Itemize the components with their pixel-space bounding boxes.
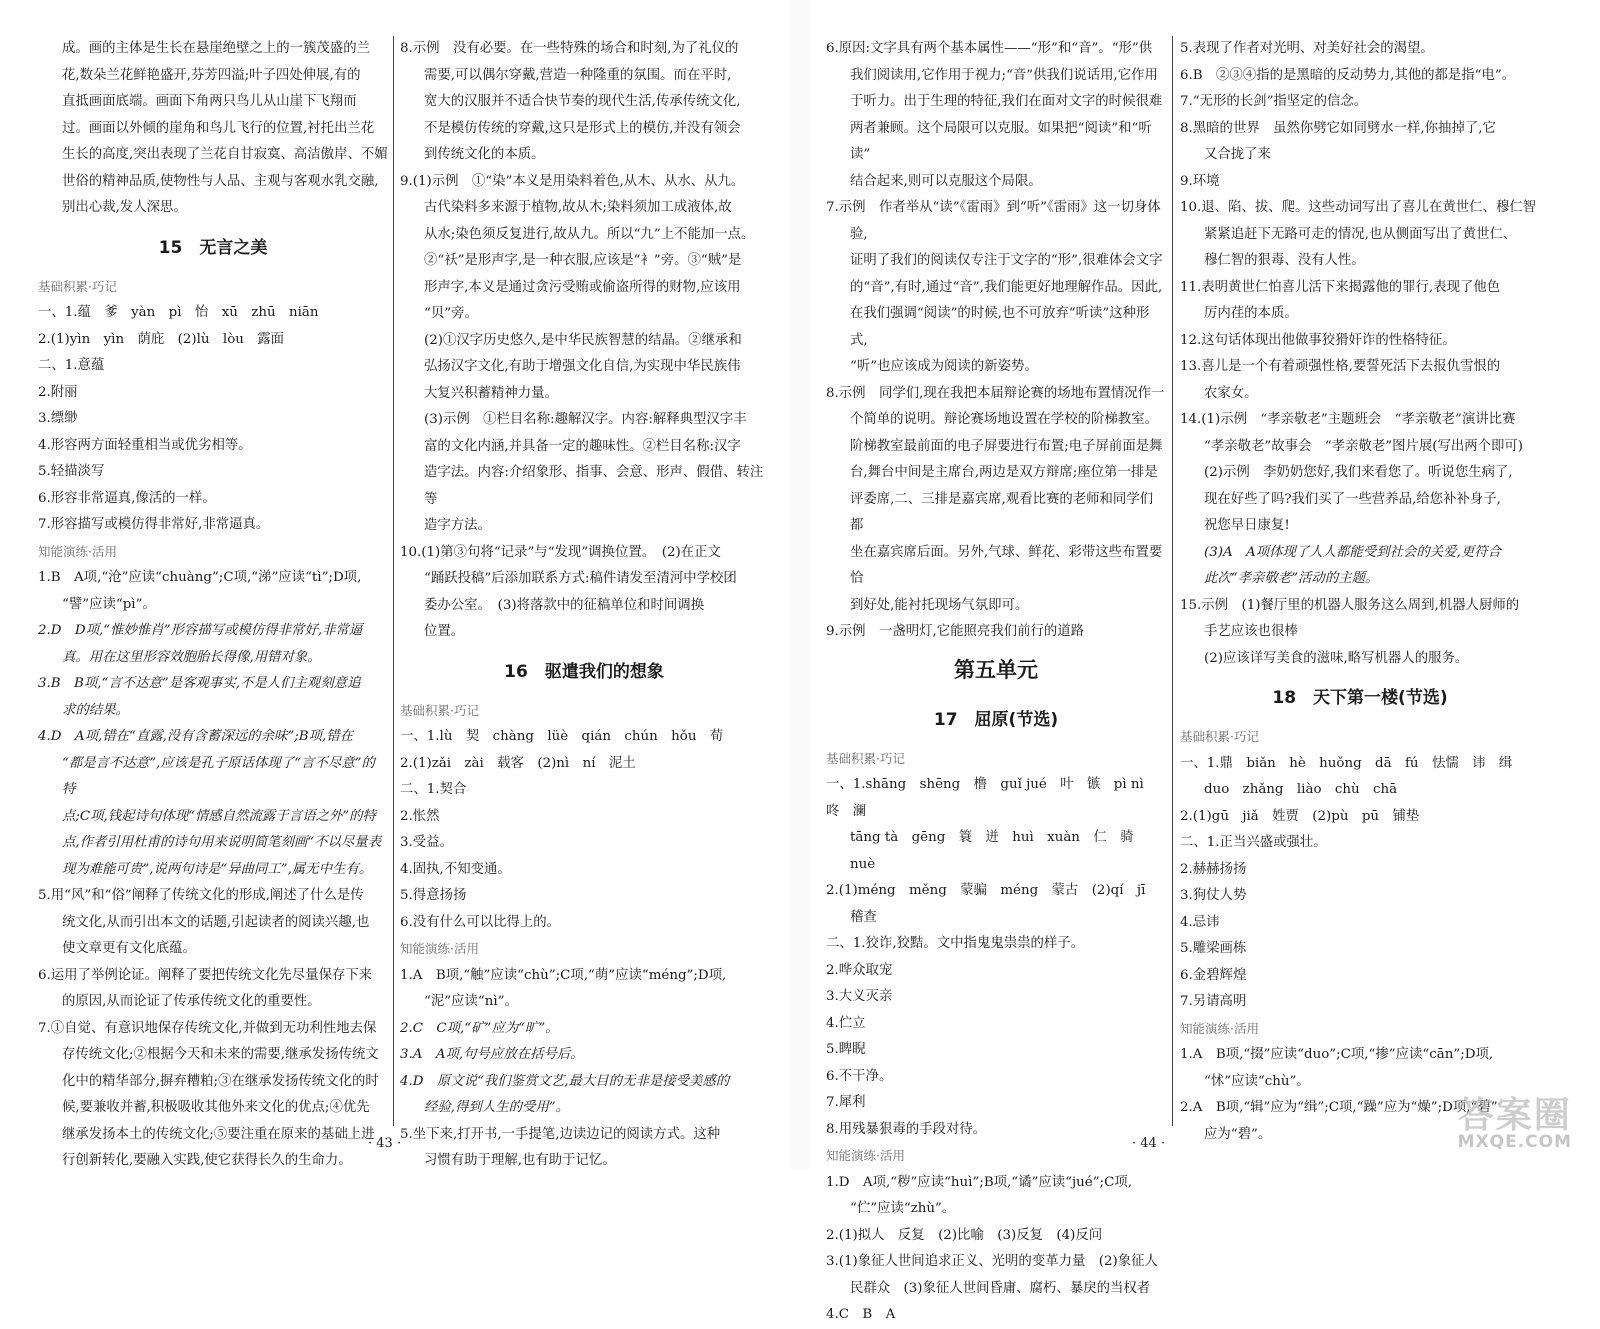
text-line: “踊跃投稿”后添加联系方式:稿件请发至清河中学校团 — [424, 571, 737, 586]
text-line: “孝亲敬老”故事会 “孝亲敬老”图片展(写出两个即可) — [1204, 438, 1524, 454]
text-line: 3.(1)象征人世间追求正义、光明的变革力量 (2)象征人 — [826, 1254, 1158, 1269]
text-line: 真。用在这里形容效胞胎长得像,用错对象。 — [62, 649, 321, 665]
text-line: 形声字,本义是通过贪污受贿或偷盗所得的财物,应该用 — [424, 279, 741, 295]
text-line: 阶梯教室最前面的电子屏要进行布置;电子屏前面是舞 — [850, 438, 1163, 454]
text-line: 于听力。出于生理的特征,我们在面对文字的时候很难 — [850, 94, 1163, 109]
text-line: 7.“无形的长剑”指坚定的信念。 — [1180, 94, 1368, 109]
text-line: 6.原因:文字具有两个基本属性——“形”和“音”。“形”供 — [826, 41, 1153, 56]
text-line: 2.C C项,“矿”应为“旷”。 — [400, 1020, 559, 1036]
text-line: 到传统文化的本质。 — [424, 147, 545, 162]
text-line: 9.示例 一盏明灯,它能照亮我们前行的道路 — [826, 624, 1085, 639]
text-line: 7.形容描写或模仿得非常好,非常逼真。 — [38, 517, 270, 532]
text-line: “怵”应读“chù”。 — [1204, 1073, 1310, 1089]
lesson-title: 16 驱遣我们的想象 — [504, 661, 664, 682]
text-line: 需要,可以偶尔穿戴,营造一种隆重的氛围。而在平时, — [424, 67, 732, 83]
text-line: 造字法。内容:介绍象形、指事、会意、形声、假借、转注等 — [424, 465, 764, 507]
text-line: 在我们强调“阅读”的时候,也不可放弃“听读”这种形式, — [850, 306, 1150, 348]
text-line: 祝您早日康复! — [1204, 518, 1290, 533]
text-line: 世俗的精神品质,使物性与人品、主观与客观水乳交融, — [62, 173, 379, 189]
text-line: 存传统文化;②根据今天和未来的需要,继承发扬传统文 — [62, 1047, 379, 1062]
text-line: 农家女。 — [1204, 385, 1258, 401]
text-line: 4.固执,不知变通。 — [400, 861, 511, 877]
text-line: (2)示例 李奶奶您好,我们来看您了。听说您生病了, — [1204, 465, 1513, 480]
text-line: 化中的精华部分,摒弃糟粕;③在继承发扬传统文化的时 — [62, 1073, 379, 1089]
text-line: 的原因,从而论证了传承传统文化的重要性。 — [62, 994, 321, 1009]
right-page-column-2 — [1180, 36, 1540, 1148]
text-line: 2.(1)zǎi zài 载客 (2)nì ní 泥土 — [400, 755, 636, 771]
text-line: 弘扬汉字文化,有助于增强文化自信,为实现中华民族伟 — [424, 359, 741, 374]
left-page-column-2 — [400, 36, 768, 1175]
text-line: 求的结果。 — [62, 702, 129, 718]
text-line: 5.轻描淡写 — [38, 464, 105, 479]
text-line: 5.睥睨 — [826, 1042, 866, 1057]
text-line: 宽大的汉服并不适合快节奏的现代生活,传承传统文化, — [424, 94, 741, 109]
text-line: 现在好些了吗?我们买了一些营养品,给您补补身子, — [1204, 491, 1501, 507]
text-line: “都是言不达意”,应该是孔子原话体现了“言不尽意”的特 — [62, 755, 375, 797]
text-line: 评委席,二、三排是嘉宾席,观看比赛的老师和同学们都 — [850, 491, 1154, 533]
text-line: 5.用“风”和“俗”阐释了传统文化的形成,阐述了什么是传 — [38, 888, 364, 903]
section-heading: 知能演练·活用 — [400, 941, 479, 956]
text-line: 6.B ②③④指的是黑暗的反动势力,其他的都是指“电”。 — [1180, 67, 1516, 83]
text-line: 一、1.鼎 biǎn hè huǒng dā fú 怯懦 讳 缉 — [1180, 755, 1513, 771]
text-line: “譬”应读“pì”。 — [62, 596, 156, 612]
text-line: 12.这句话体现出他做事狡猾奸诈的性格特征。 — [1180, 332, 1456, 348]
text-line: 习惯有助于理解,也有助于记忆。 — [424, 1153, 616, 1168]
lesson-title: 15 无言之美 — [158, 237, 268, 258]
text-line: 大复兴积蓄精神力量。 — [424, 385, 558, 401]
text-line: 7.①自觉、有意识地保存传统文化,并做到无功利性地去保 — [38, 1020, 377, 1036]
text-line: (2)应该详写美食的滋味,略写机器人的服务。 — [1204, 650, 1469, 666]
text-line: 3.受益。 — [400, 835, 453, 850]
text-line: 15.示例 (1)餐厅里的机器人服务这么周到,机器人厨师的 — [1180, 597, 1520, 613]
text-line: 生长的高度,突出表现了兰花自甘寂寞、高洁傲岸、不媚 — [62, 147, 388, 162]
section-heading: 知能演练·活用 — [826, 1148, 905, 1163]
text-line: 过。画面以外倾的崖角和鸟儿飞行的位置,衬托出兰花 — [62, 120, 375, 136]
text-line: “贝”旁。 — [424, 306, 478, 321]
text-line: 统文化,从而引出本文的话题,引起读者的阅读兴趣,也 — [62, 914, 370, 930]
text-line: 4.忌讳 — [1180, 914, 1220, 930]
text-line: 继承发扬本土的传统文化;⑤要注重在原来的基础上进 — [62, 1126, 375, 1142]
text-line: 14.(1)示例 “孝亲敬老”主题班会 “孝亲敬老”演讲比赛 — [1180, 412, 1516, 427]
text-line: 1.A B项,“掇”应读“duo”;C项,“掺”应读“cān”;D项, — [1180, 1047, 1494, 1062]
section-heading: 基础积累·巧记 — [38, 278, 117, 294]
text-line: 两者兼顾。这个局限可以克服。如果把“阅读”和“听读” — [850, 120, 1152, 162]
text-line: 2.怅然 — [400, 808, 440, 824]
text-line: 从水;染色须反复进行,故从九。所以“九”上不能加一点。 — [424, 226, 755, 242]
text-line: 二、1.狡诈,狡黠。文中指鬼鬼祟祟的样子。 — [826, 936, 1085, 951]
text-line: 1.A B项,“触”应读“chù”;C项,“萌”应读“méng”;D项, — [400, 967, 727, 983]
page-number-right: · 44 · — [1132, 1136, 1166, 1151]
text-line: 点;C项,钱起诗句体现“情感自然流露于言语之外”的特 — [62, 808, 376, 824]
text-line: 稽查 — [850, 909, 877, 925]
text-line: 花,数朵兰花鲜艳盛开,芬芳四溢;叶子四处伸展,有的 — [62, 67, 361, 83]
text-line: 此次“孝亲敬老”活动的主题。 — [1204, 571, 1379, 586]
text-line: 8.示例 没有必要。在一些特殊的场合和时刻,为了礼仪的 — [400, 41, 739, 56]
text-line: 别出心裁,发人深思。 — [62, 200, 187, 215]
text-line: 富的文化内涵,并具备一定的趣味性。②栏目名称:汉字 — [424, 438, 741, 454]
text-line: 候,要兼收并蓄,积极吸收其他外来文化的优点;④优先 — [62, 1100, 370, 1115]
watermark-logo — [1457, 1095, 1572, 1152]
text-line: 我们阅读用,它作用于视力;“音”供我们说话用,它作用 — [850, 67, 1158, 83]
unit-title: 第五单元 — [954, 657, 1038, 682]
lesson-title: 17 屈原(节选) — [933, 709, 1059, 730]
text-line: (3)A A项体现了人人都能受到社会的关爱,更符合 — [1204, 544, 1501, 560]
text-line: 穆仁智的狠毒、没有人性。 — [1204, 253, 1365, 268]
text-line: 3.A A项,句号应放在括号后。 — [400, 1047, 584, 1062]
text-line: “伫”应读“zhù”。 — [850, 1201, 956, 1216]
text-line: 紧紧追赶下无路可走的情况,也从侧面写出了黄世仁、 — [1204, 226, 1517, 242]
watermark-url: MXQE.COM — [1457, 1132, 1572, 1152]
text-line: 不是模仿传统的穿戴,这只是形式上的模仿,并没有领会 — [424, 120, 741, 136]
text-line: 6.金碧辉煌 — [1180, 967, 1247, 983]
left-page-column-1 — [38, 36, 388, 1175]
section-heading: 知能演练·活用 — [1180, 1020, 1259, 1036]
text-line: 古代染料多来源于植物,故从木;染料须加工成液体,故 — [424, 200, 732, 215]
text-line: 10.(1)第③句将“记录”与“发现”调换位置。 (2)在正文 — [400, 544, 721, 560]
text-line: 点,作者引用杜甫的诗句用来说明简笔刻画“不以尽量表 — [62, 835, 382, 850]
text-line: 2.哗众取宠 — [826, 962, 893, 978]
column-divider-right — [1172, 36, 1173, 1126]
text-line: 2.A B项,“辑”应为“缉”;C项,“躁”应为“燥”;D项,“碧” — [1180, 1100, 1498, 1115]
text-line: 经验,得到人生的受用”。 — [424, 1100, 570, 1115]
text-line: 5.坐下来,打开书,一手提笔,边读边记的阅读方式。这种 — [400, 1126, 721, 1142]
section-heading: 基础积累·巧记 — [826, 750, 905, 766]
text-line: 3.B B项,“言不达意”是客观事实,不是人们主观刻意追 — [38, 676, 361, 691]
text-line: 厉内荏的本质。 — [1204, 306, 1298, 321]
text-line: 个简单的说明。辩论赛场地设置在学校的阶梯教室。 — [850, 412, 1158, 427]
text-line: 6.没有什么可以比得上的。 — [400, 914, 561, 930]
text-line: 6.形容非常逼真,像活的一样。 — [38, 490, 216, 506]
text-line: 一、1.lù 契 chàng lüè qián chún hǒu 荀 — [400, 729, 724, 744]
text-line: 证明了我们的阅读仅专注于文字的“形”,很难体会文字 — [850, 253, 1163, 268]
text-line: 3.狗仗人势 — [1180, 888, 1247, 903]
column-divider-left — [393, 36, 394, 1126]
text-line: 4.C B A — [826, 1307, 896, 1322]
text-line: 8.示例 同学们,现在我把本届辩论赛的场地布置情况作一 — [826, 385, 1165, 401]
text-line: 2.(1)拟人 反复 (2)比喻 (3)反复 (4)反问 — [826, 1227, 1103, 1243]
text-line: 直抵画面底端。画面下角两只鸟儿从山崖下飞翔而 — [62, 94, 357, 109]
page-number-left: · 43 · — [368, 1136, 402, 1151]
text-line: 2.D D项,“惟妙惟肖”形容描写或模仿得非常好,非常逼 — [38, 623, 363, 638]
text-line: 7.犀利 — [826, 1095, 866, 1110]
text-line: 2.附丽 — [38, 384, 78, 400]
text-line: 6.运用了举例论证。阐释了要把传统文化先尽量保存下来 — [38, 967, 373, 983]
text-line: 使文章更有文化底蕴。 — [62, 941, 196, 956]
text-line: 一、1.蕴 爹 yàn pì 怡 xū zhū niān — [38, 305, 319, 320]
text-line: 二、1.契合 — [400, 782, 467, 797]
text-line: 二、1.正当兴盛或强壮。 — [1180, 835, 1327, 850]
text-line: 3.缥缈 — [38, 411, 78, 426]
text-line: 现为难能可贵”,说两句诗是“异曲同工”,属无中生有。 — [62, 861, 373, 877]
text-line: 行创新转化,要融入实践,使它获得长久的生命力。 — [62, 1153, 352, 1168]
text-line: 应为“碧”。 — [1204, 1126, 1272, 1142]
text-line: 5.得意扬扬 — [400, 888, 467, 903]
text-line: 11.表明黄世仁怕喜儿活下来揭露他的罪行,表现了他色 — [1180, 279, 1501, 295]
section-heading: 知能演练·活用 — [38, 543, 117, 559]
text-line: 13.喜儿是一个有着顽强性格,要誓死活下去报仇雪恨的 — [1180, 359, 1501, 374]
text-line: (2)①汉字历史悠久,是中华民族智慧的结晶。②继承和 — [424, 332, 742, 348]
text-line: 9.(1)示例 ①“染”本义是用染料着色,从木、从水、从九。 — [400, 173, 745, 189]
text-line: 4.D A项,错在“直露,没有含蓄深远的余味”;B项,错在 — [38, 729, 354, 744]
text-line: 又合拢了来 — [1204, 147, 1271, 162]
text-line: 4.D 原文说“我们鉴赏文艺,最大目的无非是接受美感的 — [400, 1073, 730, 1089]
section-heading: 基础积累·巧记 — [1180, 729, 1259, 744]
lesson-title: 18 天下第一楼(节选) — [1272, 688, 1448, 708]
text-line: 8.用残暴狠毒的手段对待。 — [826, 1121, 987, 1137]
text-line: 4.形容两方面轻重相当或优劣相等。 — [38, 437, 252, 453]
text-line: 委办公室。 (3)将落款中的征稿单位和时间调换 — [424, 597, 705, 613]
text-line: 4.伫立 — [826, 1015, 866, 1031]
text-line: 2.(1)méng měng 蒙骗 méng 蒙古 (2)qí jī — [826, 883, 1146, 898]
text-line: duo zhǎng liào chù chā — [1204, 782, 1398, 797]
page-gutter — [790, 0, 810, 1169]
text-line: 7.示例 作者举从“读”《雷雨》到“听”《雷雨》这一切身体验, — [826, 200, 1161, 242]
watermark-text: 答案圈 — [1457, 1095, 1572, 1136]
text-line: “泥”应读“nì”。 — [424, 994, 518, 1009]
text-line: 手艺应该也很棒 — [1204, 624, 1298, 639]
text-line: 6.不干净。 — [826, 1068, 893, 1084]
text-line: 8.黑暗的世界 虽然你劈它如同劈水一样,你抽掉了,它 — [1180, 120, 1496, 136]
text-line: 1.D A项,“秽”应读“huì”;B项,“谲”应读“jué”;C项, — [826, 1174, 1132, 1190]
text-line: 9.环境 — [1180, 173, 1220, 189]
text-line: 5.表现了作者对光明、对美好社会的渴望。 — [1180, 41, 1434, 56]
text-line: 结合起来,则可以克服这个局限。 — [850, 173, 1042, 189]
text-line: tāng tà gēng 簑 迸 huì xuàn 仁 骑 nuè — [850, 830, 1147, 872]
text-line: 2.赫赫扬扬 — [1180, 861, 1247, 877]
section-heading: 基础积累·巧记 — [400, 702, 479, 718]
text-line: 10.退、陷、拔、爬。这些动词写出了喜儿在黄世仁、穆仁智 — [1180, 200, 1537, 215]
text-line: 位置。 — [424, 624, 465, 639]
text-line: 1.B A项,“沧”应读“chuàng”;C项,“涕”应读“tì”;D项, — [38, 570, 362, 585]
text-line: 二、1.意蕴 — [38, 358, 105, 373]
text-line: 7.另请高明 — [1180, 994, 1247, 1009]
text-line: 2.(1)yìn yìn 荫庇 (2)lù lòu 露面 — [38, 331, 285, 347]
text-line: 的“音”,有时,通过“音”,我们能更好地理解作品。因此, — [850, 279, 1163, 295]
text-line: 成。画的主体是生长在悬崖绝壁之上的一簇茂盛的兰 — [62, 41, 370, 56]
text-line: 2.(1)gū jiǎ 姓贾 (2)pù pū 铺垫 — [1180, 808, 1420, 824]
text-line: 造字方法。 — [424, 518, 491, 533]
right-page-column-1 — [826, 36, 1166, 1329]
text-line: 坐在嘉宾席后面。另外,气球、鲜花、彩带这些布置要恰 — [850, 544, 1163, 586]
text-line: 3.大义灭亲 — [826, 989, 893, 1004]
text-line: ②“袄”是形声字,是一种衣服,应该是“衤”旁。③“贼”是 — [424, 253, 742, 268]
text-line: 到好处,能衬托现场气氛即可。 — [850, 597, 1029, 613]
text-line: 民群众 (3)象征人世间昏庸、腐朽、暴戾的当权者 — [850, 1280, 1151, 1296]
text-line: 台,舞台中间是主席台,两边是双方辩席;座位第一排是 — [850, 465, 1158, 480]
text-line: “听”也应该成为阅读的新姿势。 — [850, 359, 1038, 374]
text-line: (3)示例 ①栏目名称:趣解汉字。内容:解释典型汉字丰 — [424, 412, 747, 427]
text-line: 5.雕梁画栋 — [1180, 941, 1247, 956]
text-line: 一、1.shāng shēng 橹 guǐ jué 叶 镞 pì nì 咚 澜 — [826, 777, 1158, 819]
